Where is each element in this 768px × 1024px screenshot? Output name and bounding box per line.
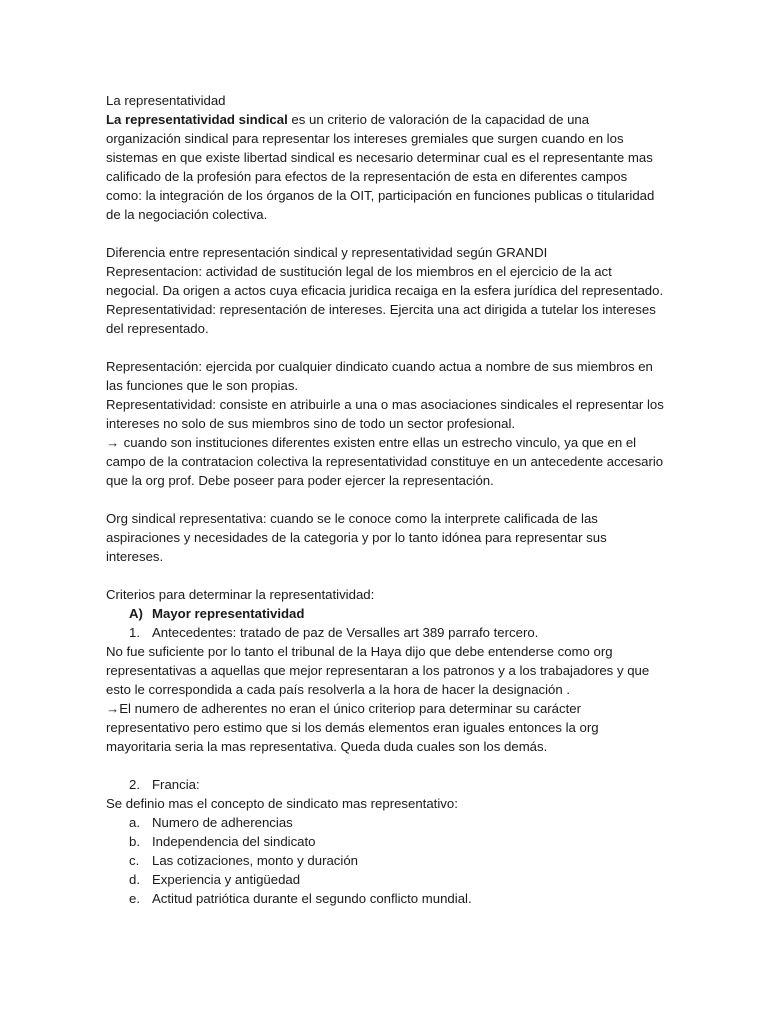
arrow-paragraph-text: cuando son instituciones diferentes existen entre ellas un estrecho vinculo, ya que en el campo de la contratacion colectiva la representatividad constituye en un antecedente accesario que la org prof. Debe poseer para poder ejercer la representación. bbox=[106, 435, 664, 488]
list-item-marker: c. bbox=[129, 853, 140, 868]
criterios-numbered-list-2 bbox=[106, 775, 666, 794]
numbered-item-1-text: Antecedentes: tratado de paz de Versalles art 389 parrafo tercero. bbox=[152, 625, 539, 640]
document-body bbox=[106, 91, 666, 908]
list-item-text: Actitud patriótica durante el segundo conflicto mundial. bbox=[152, 891, 472, 906]
intro-paragraph bbox=[106, 110, 666, 224]
list-item bbox=[106, 832, 666, 851]
numbered-item-1 bbox=[106, 623, 666, 642]
section-a-label: Mayor representatividad bbox=[152, 606, 305, 621]
numbered-item-2-marker: 2. bbox=[129, 777, 140, 792]
haya-paragraph: No fue suficiente por lo tanto el tribunal de la Haya dijo que debe entenderse como org representativas a aquellas que mejor representaran a los patronos y a los trabajadores y que esto le correspondida a cada país resolverla a la hora de hacer la designación . bbox=[106, 644, 650, 697]
list-item-text: Independencia del sindicato bbox=[152, 834, 316, 849]
numbered-item-1-marker: 1. bbox=[129, 625, 140, 640]
def-representacion: Representación: ejercida por cualquier dindicato cuando actua a nombre de sus miembros en las funciones que le son propias. bbox=[106, 359, 653, 393]
criterios-heading: Criterios para determinar la representatividad: bbox=[106, 587, 375, 602]
list-item bbox=[106, 870, 666, 889]
grandi-representatividad: Representatividad: representación de intereses. Ejercita una act dirigida a tutelar los intereses del representado. bbox=[106, 302, 656, 336]
spacer bbox=[106, 338, 666, 357]
arrow-paragraph bbox=[106, 433, 666, 490]
francia-intro: Se definio mas el concepto de sindicato mas representativo: bbox=[106, 796, 458, 811]
arrow-icon: → bbox=[106, 435, 120, 450]
arrow-icon: → bbox=[106, 701, 120, 716]
org-paragraph: Org sindical representativa: cuando se le conoce como la interprete calificada de las aspiraciones y necesidades de la categoria y por lo tanto idónea para representar sus intereses. bbox=[106, 511, 607, 564]
numbered-item-2 bbox=[106, 775, 666, 794]
spacer bbox=[106, 566, 666, 585]
list-item-marker: b. bbox=[129, 834, 140, 849]
grandi-heading: Diferencia entre representación sindical y representatividad según GRANDI bbox=[106, 245, 548, 260]
list-item-text: Experiencia y antigüedad bbox=[152, 872, 301, 887]
list-item-text: Numero de adherencias bbox=[152, 815, 293, 830]
section-a bbox=[106, 604, 666, 623]
list-item bbox=[106, 889, 666, 908]
intro-bold-term: La representatividad sindical bbox=[106, 112, 288, 127]
criterios-section-list bbox=[106, 604, 666, 623]
adherentes-paragraph bbox=[106, 699, 666, 756]
spacer bbox=[106, 224, 666, 243]
list-item-marker: a. bbox=[129, 815, 140, 830]
francia-criteria-list bbox=[106, 813, 666, 908]
list-item-marker: e. bbox=[129, 891, 140, 906]
document-title: La representatividad bbox=[106, 93, 226, 108]
list-item-marker: d. bbox=[129, 872, 140, 887]
spacer bbox=[106, 490, 666, 509]
adherentes-text: El numero de adherentes no eran el único criteriop para determinar su carácter representativo pero estimo que si los demás elementos eran iguales entonces la org mayoritaria seria la mas representativa. Queda duda cuales son los demás. bbox=[106, 701, 599, 754]
intro-text: es un criterio de valoración de la capacidad de una organización sindical para representar los intereses gremiales que surgen cuando en los sistemas en que existe libertad sindical es necesario determinar cual es el representante mas calificado de la profesión para efectos de la representación de esta en diferentes campos como: la integración de los órganos de la OIT, participación en funciones publicas o titularidad de la negociación colectiva. bbox=[106, 112, 655, 222]
list-item-text: Las cotizaciones, monto y duración bbox=[152, 853, 358, 868]
def-representatividad: Representatividad: consiste en atribuirle a una o mas asociaciones sindicales el representar los intereses no solo de sus miembros sino de todo un sector profesional. bbox=[106, 397, 664, 431]
grandi-representacion: Representacion: actividad de sustitución legal de los miembros en el ejercicio de la act negocial. Da origen a actos cuya eficacia juridica recaiga en la esfera jurídica del representado. bbox=[106, 264, 664, 298]
section-a-marker: A) bbox=[129, 606, 143, 621]
list-item bbox=[106, 851, 666, 870]
list-item bbox=[106, 813, 666, 832]
spacer bbox=[106, 756, 666, 775]
criterios-numbered-list bbox=[106, 623, 666, 642]
numbered-item-2-text: Francia: bbox=[152, 777, 200, 792]
